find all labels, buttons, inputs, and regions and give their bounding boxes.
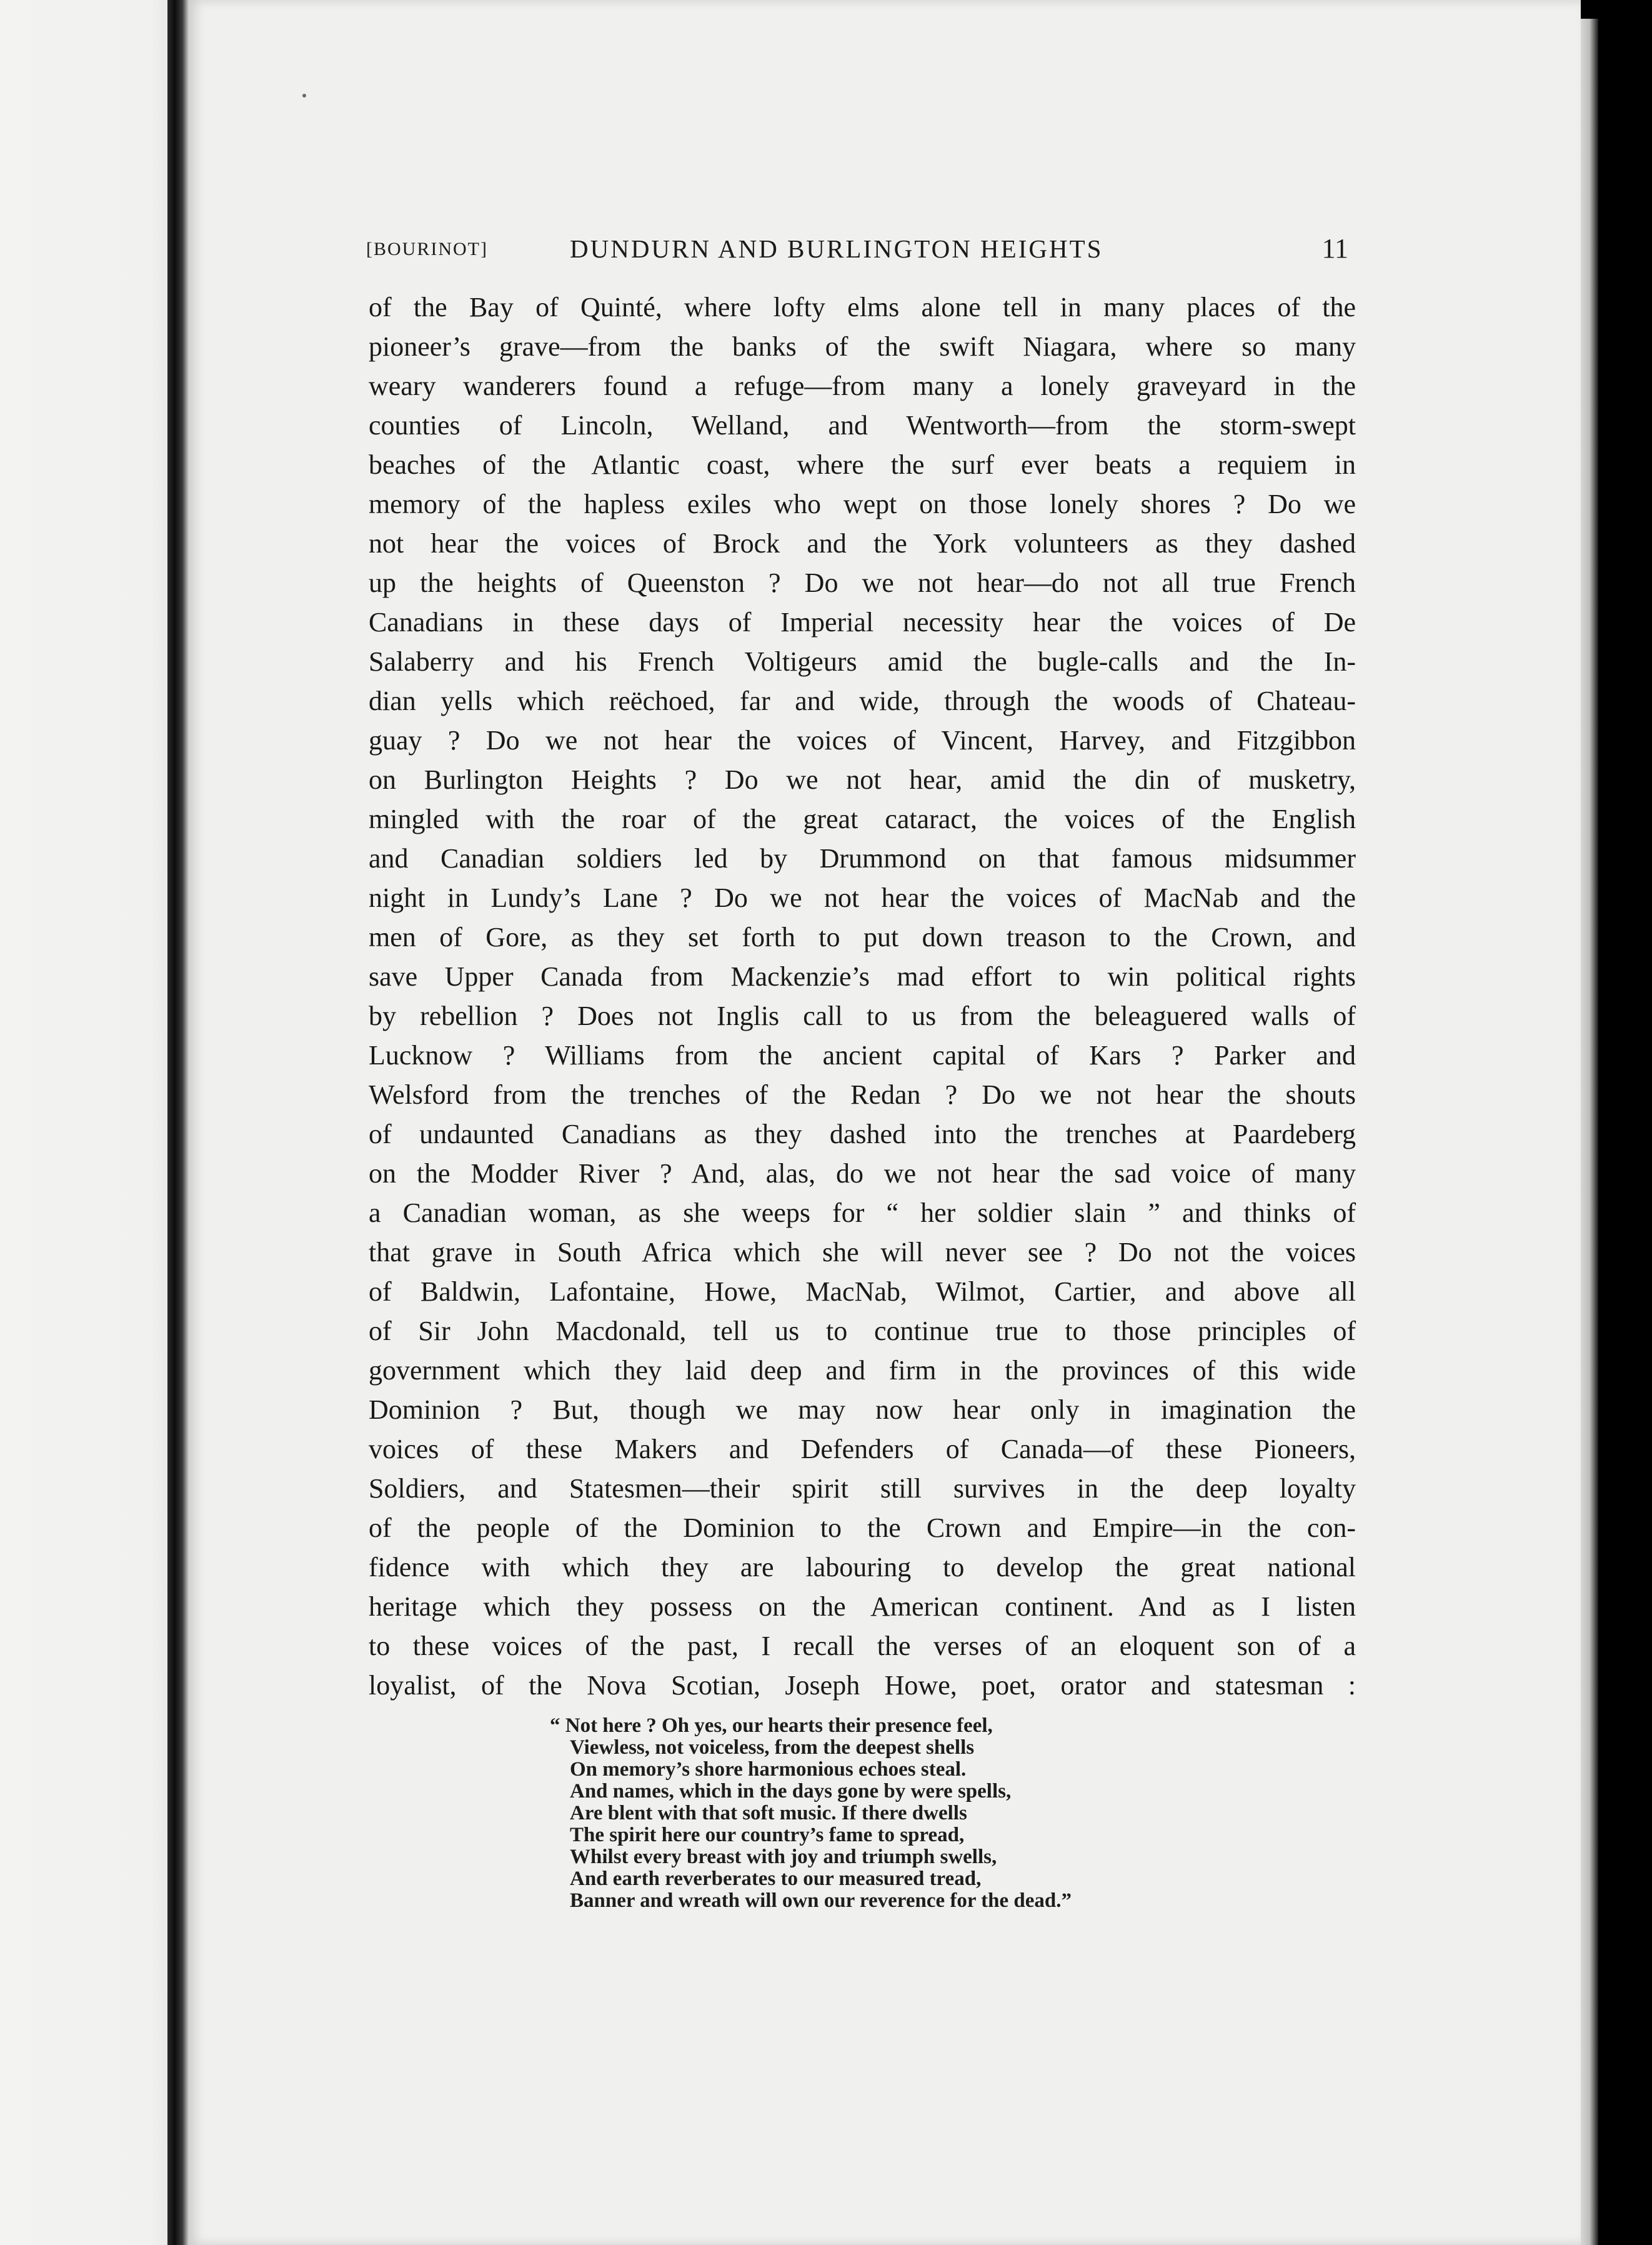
text-line: Salaberry and his French Voltigeurs amid the bugle-calls and the In- (369, 646, 1356, 677)
text-line: of Baldwin, Lafontaine, Howe, MacNab, Wilmot, Cartier, and above all (369, 1276, 1356, 1307)
text-line: pioneer’s grave—from the banks of the swift Niagara, where so many (369, 331, 1356, 362)
text-line: heritage which they possess on the American continent. And as I listen (369, 1591, 1356, 1622)
text-line: Soldiers, and Statesmen—their spirit still survives in the deep loyalty (369, 1473, 1356, 1504)
text-line: guay ? Do we not hear the voices of Vincent, Harvey, and Fitzgibbon (369, 725, 1356, 756)
text-line: a Canadian woman, as she weeps for “ her soldier slain ” and thinks of (369, 1198, 1356, 1228)
poem-line: “ Not here ? Oh yes, our hearts their presence feel, (550, 1714, 993, 1737)
poem-line: And earth reverberates to our measured tread, (570, 1868, 982, 1890)
text-line: Lucknow ? Williams from the ancient capital of Kars ? Parker and (369, 1040, 1356, 1071)
poem-line: The spirit here our country’s fame to spread, (570, 1824, 965, 1846)
text-line: of undaunted Canadians as they dashed into the trenches at Paardeberg (369, 1119, 1356, 1149)
text-line: on the Modder River ? And, alas, do we not hear the sad voice of many (369, 1158, 1356, 1189)
text-line: memory of the hapless exiles who wept on those lonely shores ? Do we (369, 489, 1356, 519)
text-line: counties of Lincoln, Welland, and Wentworth—from the storm-swept (369, 410, 1356, 441)
text-line: weary wanderers found a refuge—from many a lonely graveyard in the (369, 371, 1356, 401)
text-line: voices of these Makers and Defenders of Canada—of these Pioneers, (369, 1434, 1356, 1464)
text-line: fidence with which they are labouring to develop the great national (369, 1552, 1356, 1582)
text-line: night in Lundy’s Lane ? Do we not hear the voices of MacNab and the (369, 882, 1356, 913)
text-line: save Upper Canada from Mackenzie’s mad effort to win political rights (369, 961, 1356, 992)
body-text (369, 288, 1356, 1705)
text-line: of the people of the Dominion to the Crown and Empire—in the con- (369, 1512, 1356, 1543)
text-line: and Canadian soldiers led by Drummond on that famous midsummer (369, 843, 1356, 874)
text-line: not hear the voices of Brock and the York volunteers as they dashed (369, 528, 1356, 559)
scan-speck (302, 94, 306, 98)
page-number: 11 (1321, 233, 1348, 264)
gutter-shadow (167, 0, 189, 2245)
text-line: of the Bay of Quinté, where lofty elms alone tell in many places of the (369, 292, 1356, 322)
text-line: beaches of the Atlantic coast, where the surf ever beats a requiem in (369, 449, 1356, 480)
text-line: that grave in South Africa which she will never see ? Do not the voices (369, 1237, 1356, 1268)
text-line: by rebellion ? Does not Inglis call to us from the beleaguered walls of (369, 1001, 1356, 1031)
text-line: Canadians in these days of Imperial necessity hear the voices of De (369, 607, 1356, 638)
running-head-author: [BOURINOT] (366, 239, 488, 259)
running-head-title: DUNDURN AND BURLINGTON HEIGHTS (570, 234, 1103, 263)
poem-line: Banner and wreath will own our reverence for the dead.” (570, 1889, 1072, 1912)
left-page-edge (0, 0, 181, 2245)
text-line: dian yells which reëchoed, far and wide, through the woods of Chateau- (369, 686, 1356, 716)
poem-line: And names, which in the days gone by were spells, (570, 1780, 1012, 1802)
text-line: on Burlington Heights ? Do we not hear, amid the din of musketry, (369, 764, 1356, 795)
poem-line: Are blent with that soft music. If there dwells (570, 1802, 967, 1824)
right-page-edge (1581, 19, 1598, 2245)
text-line: loyalist, of the Nova Scotian, Joseph Howe, poet, orator and statesman : (369, 1670, 1356, 1701)
poem-line: Whilst every breast with joy and triumph swells, (570, 1846, 997, 1868)
text-line: government which they laid deep and firm in the provinces of this wide (369, 1355, 1356, 1386)
text-line: mingled with the roar of the great cataract, the voices of the English (369, 804, 1356, 834)
text-line: to these voices of the past, I recall the verses of an eloquent son of a (369, 1631, 1356, 1661)
text-line: Welsford from the trenches of the Redan ? Do we not hear the shouts (369, 1079, 1356, 1110)
text-line: men of Gore, as they set forth to put down treason to the Crown, and (369, 922, 1356, 952)
text-line: Dominion ? But, though we may now hear only in imagination the (369, 1394, 1356, 1425)
poem-line: On memory’s shore harmonious echoes steal. (570, 1758, 967, 1781)
running-head (366, 229, 1348, 272)
quoted-poem (550, 1715, 1275, 1912)
text-line: of Sir John Macdonald, tell us to continue true to those principles of (369, 1316, 1356, 1346)
text-line: up the heights of Queenston ? Do we not hear—do not all true French (369, 568, 1356, 598)
poem-line: Viewless, not voiceless, from the deepest shells (570, 1736, 975, 1759)
